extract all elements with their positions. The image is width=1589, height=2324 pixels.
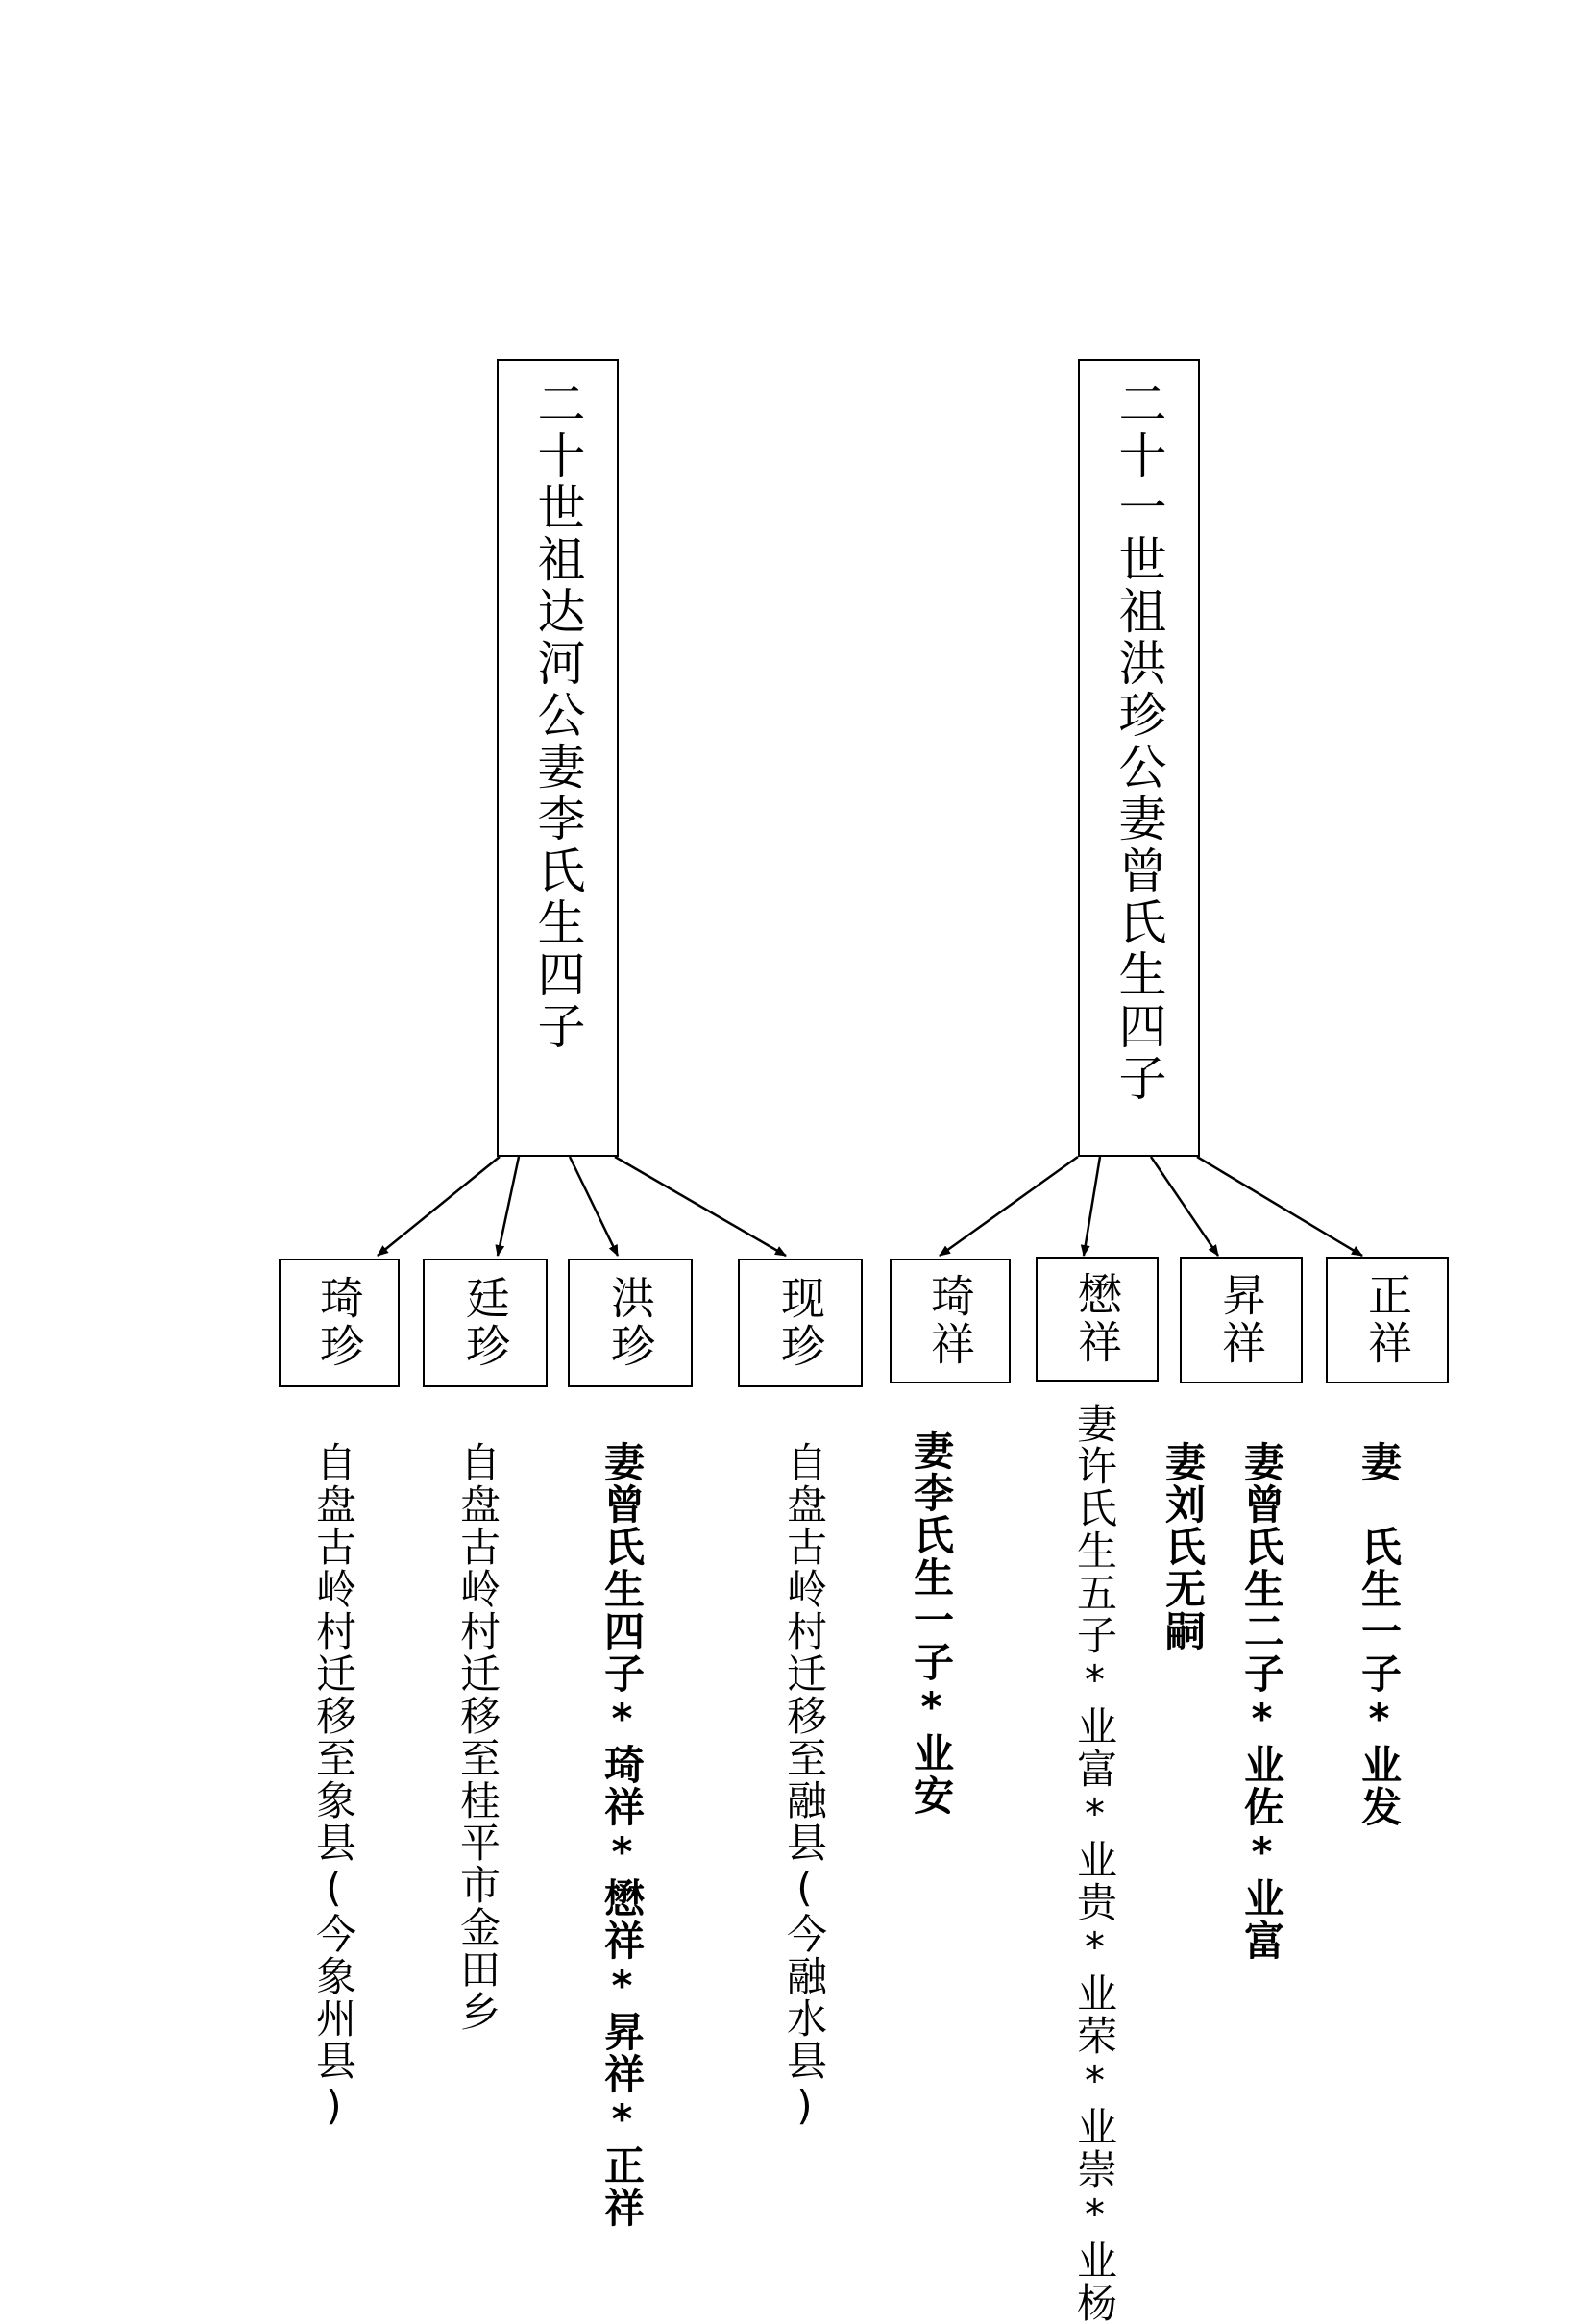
arrow-to-hongzhen <box>570 1157 618 1256</box>
note-tingzhen: 自盘古岭村迁移至桂平市金田乡 <box>454 1441 501 2033</box>
note-xianzhen: 自盘古岭村迁移至融县(今融水县) <box>781 1441 828 2131</box>
child-box-qizhen <box>279 1259 400 1387</box>
note-hongzhen: 妻曾氏生四子*琦祥*懋祥*昇祥*正祥 <box>599 1441 646 2229</box>
child-name-xianzhen: 现珍 <box>774 1275 826 1371</box>
parent-box-gen21 <box>1078 359 1200 1157</box>
child-box-shengxiang <box>1180 1257 1303 1383</box>
child-box-maoxiang <box>1036 1257 1159 1382</box>
child-name-qixiang: 琦祥 <box>924 1273 976 1369</box>
arrow-to-shengxiang <box>1151 1157 1218 1256</box>
arrow-to-qixiang <box>940 1157 1078 1256</box>
parent-text-gen20: 二十世祖达河公妻李氏生四子 <box>529 379 586 1053</box>
arrow-to-qizhen <box>378 1157 500 1256</box>
note-qizhen: 自盘古岭村迁移至象县(今象州县) <box>310 1441 357 2131</box>
arrow-to-zhengxiang <box>1197 1157 1362 1256</box>
parent-text-gen21: 二十一世祖洪珍公妻曾氏生四子 <box>1111 379 1167 1105</box>
parent-box-gen20 <box>497 359 619 1157</box>
child-name-tingzhen: 廷珍 <box>459 1275 511 1371</box>
arrow-to-maoxiang <box>1084 1157 1100 1256</box>
child-box-qixiang <box>890 1259 1011 1383</box>
note-shengxiang: 妻刘氏无嗣 <box>1160 1441 1207 1652</box>
child-box-xianzhen <box>738 1259 863 1387</box>
arrow-to-xianzhen <box>615 1157 786 1256</box>
child-name-hongzhen: 洪珍 <box>604 1275 656 1371</box>
child-name-zhengxiang: 正祥 <box>1361 1272 1413 1368</box>
child-box-tingzhen <box>423 1259 548 1387</box>
note-zhengxiang: 妻曾氏生二子*业佐*业富 <box>1238 1441 1285 1962</box>
note-unnamed: 妻 氏生一子*业发 <box>1356 1441 1403 1828</box>
child-box-hongzhen <box>568 1259 693 1387</box>
child-box-zhengxiang <box>1326 1257 1449 1383</box>
note-maoxiang: 妻许氏生五子*业富*业贵*业荣*业崇*业杨 <box>1071 1403 1118 2324</box>
child-name-qizhen: 琦珍 <box>313 1275 365 1371</box>
child-name-maoxiang: 懋祥 <box>1071 1271 1123 1367</box>
child-name-shengxiang: 昇祥 <box>1215 1272 1267 1368</box>
arrow-to-tingzhen <box>498 1157 519 1256</box>
note-qixiang: 妻李氏生一子*业安 <box>908 1430 955 1817</box>
